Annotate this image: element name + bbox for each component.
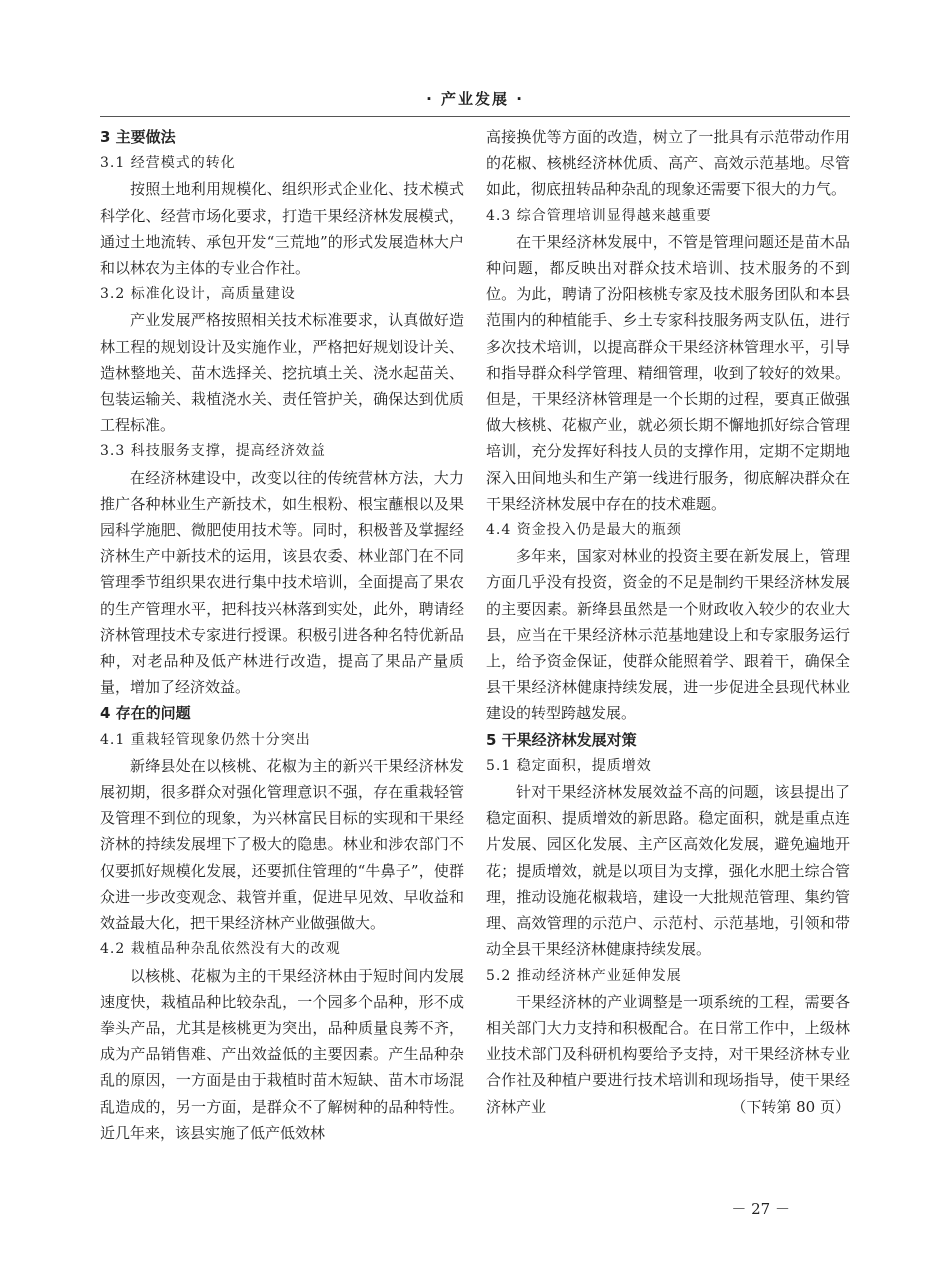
paragraph-4-3: 在干果经济林发展中，不管是管理问题还是苗木品种问题，都反映出对群众技术培训、技术服务的不到位。为此，聘请了汾阳核桃专家及技术服务团队和本县范围内的种植能手、乡土专家科技服务两支队伍，进行多次技术培训，以提高群众干果经济林管理水平，引导和指导群众科学管理、精细管理，收到了较好的效果。但是，干果经济林管理是一个长期的过程，要真正做强做大核桃、花椒产业，就必须长期不懈地抓好综合管理培训，充分发挥好科技人员的支撑作用，定期不定期地深入田间地头和生产第一线进行服务，彻底解决群众在干果经济林发展中存在的技术难题。 [486,232,850,513]
paragraph-5-2 [486,989,850,1120]
section-5-heading: 5 干果经济林发展对策 [486,730,637,749]
section-3-heading: 3 主要做法 [100,128,176,146]
paragraph-4-4: 多年来，国家对林业的投资主要在新发展上，管理方面几乎没有投资，资金的不足是制约干果经济林发展的主要因素。新绛县虽然是一个财政收入较少的农业大县，应当在干果经济林示范基地建设上和专家服务运行上，给予资金保证，使群众能照着学、跟着干，确保全县干果经济林健康持续发展，进一步促进全县现代林业建设的转型跨越发展。 [486,547,850,723]
paragraph-3-1: 按照土地利用规模化、组织形式企业化、技术模式科学化、经营市场化要求，打造干果经济林发展模式，通过土地流转、承包开发“三荒地”的形式发展造林大户和以林农为主体的专业合作社。 [100,180,464,278]
paragraph-3-3: 在经济林建设中，改变以往的传统营林方法，大力推广各种林业生产新技术，如生根粉、根宝蘸根以及果园科学施肥、微肥使用技术等。同时，积极普及掌握经济林生产中新技术的运用，该县农委、林业部门在不同管理季节组织果农进行集中技术培训，全面提高了果农的生产管理水平，把科技兴林落到实处，此外，聘请经济林管理技术专家进行授课。积极引进各种名特优新品种，对老品种及低产林进行改造，提高了果品产量质量，增加了经济效益。 [100,468,464,697]
subsection-4-2-heading: 4.2 栽植品种杂乱依然没有大的改观 [100,941,341,958]
continued-note: （下转第 80 页） [731,1097,850,1116]
subsection-5-2-heading: 5.2 推动经济林产业延伸发展 [486,967,682,984]
paragraph-4-2-continued: 高接换优等方面的改造，树立了一批具有示范带动作用的花椒、核桃经济林优质、高产、高效示范基地。尽管如此，彻底扭转品种杂乱的现象还需要下很大的力气。 [486,128,850,199]
subsection-5-1-heading: 5.1 稳定面积，提质增效 [486,757,652,774]
subsection-4-4-heading: 4.4 资金投入仍是最大的瓶颈 [486,522,682,539]
subsection-4-1-heading: 4.1 重栽轻管现象仍然十分突出 [100,731,311,748]
section-header: · 产业发展 · [426,90,524,108]
subsection-3-1-heading: 3.1 经营模式的转化 [100,155,236,172]
paragraph-5-1: 针对干果经济林发展效益不高的问题，该县提出了稳定面积、提质增效的新思路。稳定面积，就是重点连片发展、园区化发展、主产区高效化发展，避免遍地开花；提质增效，就是以项目为支撑，强化水肥土综合管理，推动设施花椒栽培，建设一大批规范管理、集约管理、高效管理的示范户、示范村、示范基地，引领和带动全县干果经济林健康持续发展。 [486,783,850,959]
section-4-heading: 4 存在的问题 [100,704,191,723]
header-divider [100,116,850,117]
right-column [486,124,850,1120]
paragraph-5-2-text: 干果经济林的产业调整是一项系统的工程，需要各相关部门大力支持和积极配合。在日常工作中，上级林业技术部门及科研机构要给予支持，对干果经济林专业合作社及种植户要进行技术培训和现场指导，使干果经济林产业 [486,992,850,1116]
subsection-3-2-heading: 3.2 标准化设计，高质量建设 [100,286,296,303]
subsection-3-3-heading: 3.3 科技服务支撑，提高经济效益 [100,443,326,460]
page-number: － 27 － [731,1200,790,1218]
paragraph-4-1: 新绛县处在以核桃、花椒为主的新兴干果经济林发展初期，很多群众对强化管理意识不强，存在重栽轻管及管理不到位的现象，为兴林富民目标的实现和干果经济林的持续发展埋下了极大的隐患。林业和涉农部门不仅要抓好规模化发展，还要抓住管理的“牛鼻子”，使群众进一步改变观念、栽管并重，促进早见效、早收益和效益最大化，把干果经济林产业做强做大。 [100,756,464,933]
paragraph-4-2: 以核桃、花椒为主的干果经济林由于短时间内发展速度快，栽植品种比较杂乱，一个园多个品种，形不成拳头产品，尤其是核桃更为突出，品种质量良莠不齐，成为产品销售难、产出效益低的主要因素。产生品种杂乱的原因，一方面是由于栽植时苗木短缺、苗木市场混乱造成的，另一方面，是群众不了解树种的品种特性。近几年来，该县实施了低产低效林 [100,966,464,1142]
left-column [100,124,464,1146]
paragraph-3-2: 产业发展严格按照相关技术标准要求，认真做好造林工程的规划设计及实施作业，严格把好规划设计关、造林整地关、苗木选择关、挖抗填土关、浇水起苗关、包装运输关、栽植浇水关、责任管护关，确保达到优质工程标准。 [100,311,464,435]
subsection-4-3-heading: 4.3 综合管理培训显得越来越重要 [486,207,712,224]
